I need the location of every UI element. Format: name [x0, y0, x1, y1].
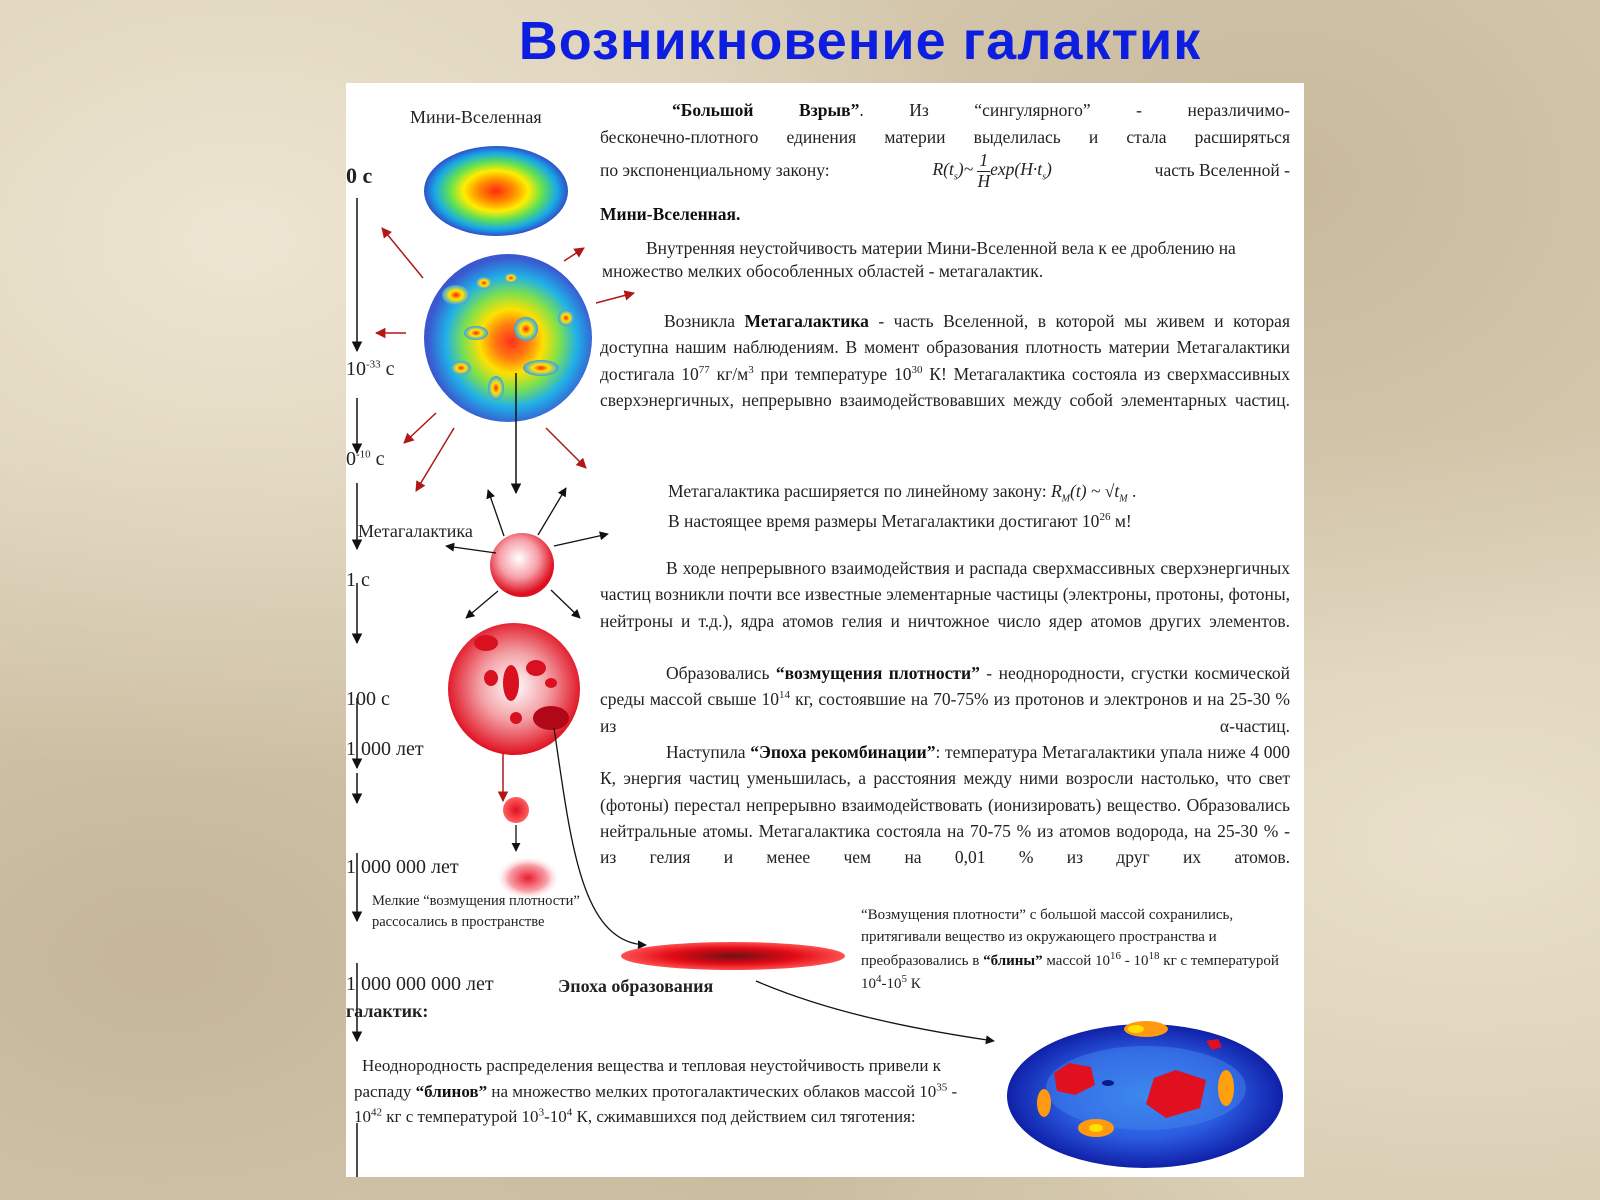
time-label-1e-10s: $0^{-10}$ с [346, 448, 385, 470]
paragraph-particles: В ходе непрерывного взаимодействия и распада сверхмассивных сверхэнергичных частиц возникли почти все известные элементарные частицы (электроны, протоны, фотоны, нейтроны и т.д.), ядра атомов гелия и ничтожное число ядер атомов других элементов. [600, 558, 1290, 631]
paragraph-size: В настоящее время размеры Метагалактики достигают $10^{26}$ м! [668, 511, 1132, 531]
paragraph-recombination: Наступила “Эпоха рекомбинации”: температура Метагалактики упала ниже 4 000 К, энергия частиц уменьшилась, а расстояния между ними возросли настолько, что свет (фотоны) перестал непрерывно взаимодействовать (ионизировать) вещество. Образовались нейтральные атомы. Метагалактика состояла на 70-75 % из атомов водорода, на 25-30 % - из гелия и менее чем на 0,01 % из друг их атомов. [600, 742, 1290, 867]
time-label-1e9-years: 1 000 000 000 лет [346, 973, 494, 995]
paragraph-metagalaxy: Возникла Метагалактика - часть Вселенной, в которой мы живем и которая доступна нашим наблюдениям. В момент образования плотность материи Метагалактики достигала $10^{77}$ $кг/м^3$ при температуре $10^{30}$ К! Метагалактика состояла из сверхмассивных сверхэнергичных, непрерывно взаимодействовавших между собой элементарных частиц. [600, 311, 1290, 410]
time-label-1e-33s: $10^{-33}$ с [346, 358, 395, 380]
page-title: Возникновение галактик [518, 11, 1202, 71]
paragraph-protogalactic-clouds: Неоднородность распределения вещества и тепловая неустойчивость привели к распаду “блинов” на множество мелких протогалактических облаков массой $10^{35} - 10^{42}$ кг с температурой $10^3-10^4$ К, сжимавшихся под действием сил тяготения: [354, 1056, 958, 1126]
paragraph-big-bang-formula-line: по экспоненциальному закону: $R(t_s)\sim$ $\frac{1}{H}$ $\exp(H\cdot t_s)$ часть Вселенной - [600, 150, 1290, 191]
epoch-label-line1: Эпоха образования [558, 976, 714, 996]
pancake-shape [621, 942, 845, 970]
mini-universe-label: Мини-Вселенная [410, 107, 542, 127]
protogalactic-clouds [1007, 1021, 1283, 1168]
time-label-1000-years: 1 000 лет [346, 738, 424, 760]
time-label-1e6-years: 1 000 000 лет [346, 856, 459, 878]
epoch-label-line2: галактик: [346, 1001, 429, 1021]
mini-universe-sphere [424, 146, 568, 236]
metagalaxy-sphere [490, 533, 554, 597]
paragraph-density-perturbations: Образовались “возмущения плотности” - неоднородности, сгустки космической среды массой свыше $10^{14}$ кг, состоявшие на 70-75% из протонов и электронов и на 25-30 % из α-частиц. [600, 663, 1291, 736]
time-label-1s: 1 с [346, 569, 370, 591]
paragraph-fragmentation: Внутренняя неустойчивость материи Мини-Вселенной вела к ее дроблению на множество мелких обособленных областей - метагалактик. [602, 238, 1236, 281]
mini-universe-term: Мини-Вселенная. [600, 204, 741, 224]
small-clump [503, 797, 529, 823]
time-label-0s: 0 с [346, 163, 373, 188]
small-perturbations-note: Мелкие “возмущения плотности” рассосались в пространстве [372, 893, 580, 931]
paragraph-pancakes: “Возмущения плотности” с большой массой сохранились, притягивали вещество из окружающего пространства и преобразовались в “блины” массой $10^{16} - 10^{18}$ кг с температурой $10^4-10^5$ К [861, 907, 1279, 993]
paragraph-linear-law: Метагалактика расширяется по линейному закону: $R_M(t)$ ~ $√t_M$ . [668, 481, 1137, 505]
content-panel [346, 83, 1304, 1177]
paragraph-big-bang: “Большой Взрыв”. Из “сингулярного” - неразличимо- бесконечно-плотного единения материи выделилась и стала расширяться [600, 100, 1290, 148]
time-label-100s: 100 с [346, 688, 390, 710]
metagalaxy-label: Метагалактика [358, 521, 473, 541]
exponential-formula: $R(t_s)\sim$ $\frac{1}{H}$ $\exp(H\cdot t_s)$ [932, 150, 1052, 191]
